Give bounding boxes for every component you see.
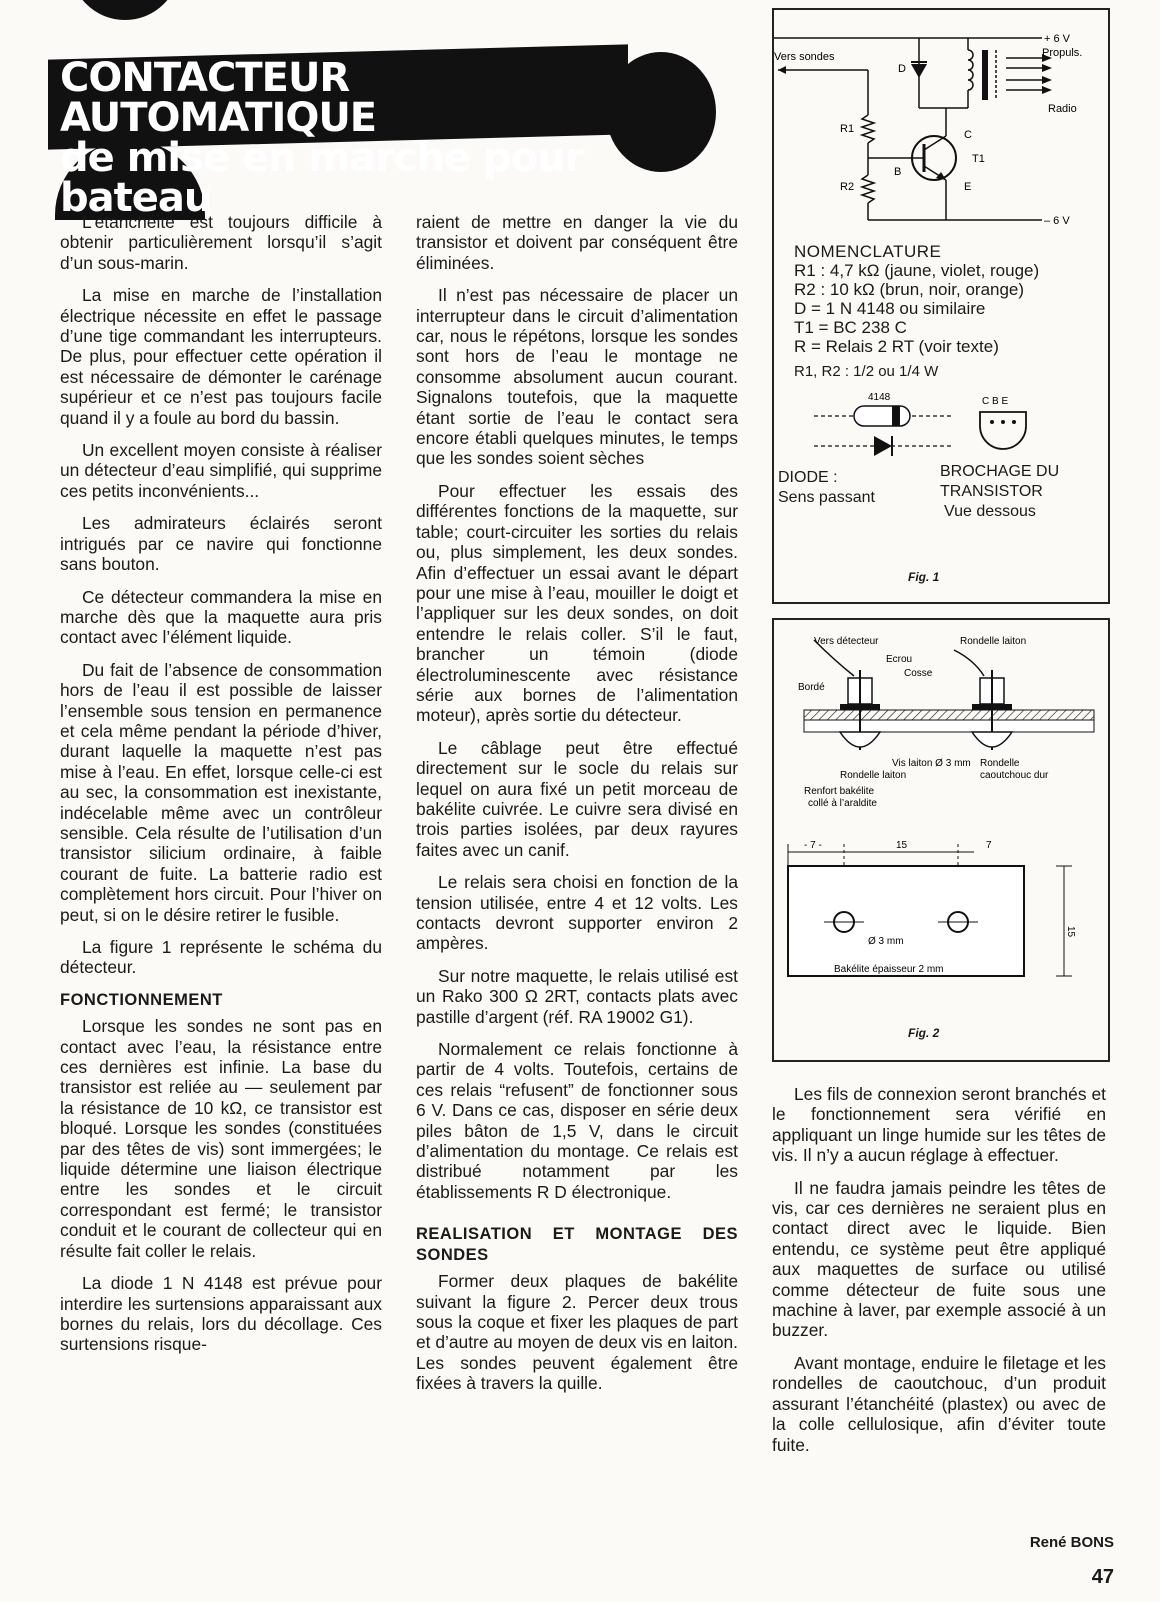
paragraph: Les fils de connexion seront branchés et le fonctionnement sera vérifié en appliquant un linge humide sur les têtes de vis. Il n’y a aucun réglage à effectuer.: [772, 1084, 1106, 1166]
dim-7b: 7: [986, 840, 992, 851]
title-line-1: CONTACTEUR AUTOMATIQUE: [60, 55, 377, 141]
label-diameter: Ø 3 mm: [868, 936, 904, 947]
diode-code: 4148: [868, 392, 891, 403]
nomenclature-item: R1 : 4,7 kΩ (jaune, violet, rouge): [794, 261, 1040, 280]
nomenclature-title: NOMENCLATURE: [794, 242, 942, 261]
paragraph: raient de mettre en danger la vie du transistor et doivent par conséquent être éliminées.: [416, 212, 738, 273]
paragraph: Avant montage, enduire le filetage et les rondelles de caoutchouc, d’un produit assurant l’étanchéité (plastex) ou avec de la colle cellulosique, afin d’éviter toute fuite.: [772, 1352, 1106, 1455]
label-rondelle-laiton-2: Rondelle laiton: [840, 770, 907, 781]
label-bakelite: Bakélite épaisseur 2 mm: [834, 964, 944, 975]
label-emitter: E: [964, 181, 972, 193]
label-borde: Bordé: [798, 682, 825, 693]
paragraph: La mise en marche de l’installation électrique nécessite en effet le passage d’une tige commandant les interrupteurs. De plus, pour effectuer cette opération il est nécessaire de démonter le carénage supérieur et ce n’est pas toujours facile quand il y a foule au bord du bassin.: [60, 285, 382, 428]
label-collector: C: [964, 129, 972, 141]
diode-label: [778, 468, 875, 508]
label-t1: T1: [972, 153, 985, 165]
column-2: [416, 212, 738, 1406]
paragraph: Lorsque les sondes ne sont pas en contact avec l’eau, la résistance entre ces dernières est infinie. La base du transistor est reliée au — seulement par la résistance de 10 kΩ, ce transistor est bloqué. Lorsque les sondes (constituées par des têtes de vis) sont immergées; le liquide détermine une liaison électrique entre les sondes et le circuit correspondant est fermé; le transistor conduit et le courant de collecteur qui en résulte fait coller le relais.: [60, 1016, 382, 1261]
paragraph: Du fait de l’absence de consommation hors de l’eau il est possible de laisser l’ensemble sous tension en permanence et cela même pendant la période d’hiver, durant laquelle la maquette n’est pas mise à l’eau. En effet, lorsque celle-ci est au sec, la consommation est inexistante, indécelable même avec un contrôleur sensible. Cela résulte de l’utilisation d’un transistor silicium ordinaire, à faible courant de fuite. La batterie radio est complètement hors circuit. Pour l’hiver on peut, si on le désire retirer le fusible.: [60, 659, 382, 925]
decor-blob-top: [70, 0, 180, 20]
label-radio: Radio: [1048, 103, 1077, 115]
paragraph: Normalement ce relais fonctionne à partir de 4 volts. Toutefois, certains de ces relais “refusent” de fonctionner sous 6 V. Dans ce cas, disposer en série deux piles bâton de 1,5 V, dans le circuit d’alimentation du montage. Ce relais est distribué notamment par les établissements R D électronique.: [416, 1039, 738, 1202]
label-rondelle-caoutchouc: Rondelle: [980, 758, 1020, 769]
dim-15v: 15: [1065, 926, 1076, 938]
label-r2: R2: [840, 181, 855, 193]
paragraph: Un excellent moyen consiste à réaliser un détecteur d’eau simplifié, qui supprime ces petits inconvénients...: [60, 440, 382, 501]
paragraph: Le câblage peut être effectué directement sur le socle du relais sur lequel on aura fixé un petit morceau de bakélite cuivrée. Le cuivre sera divisé en trois parties isolées, par deux rayures faites avec un canif.: [416, 737, 738, 860]
label-vers-sondes: Vers sondes: [774, 51, 835, 63]
label-vers-detecteur: Vers détecteur: [814, 636, 879, 647]
figure-2: [772, 618, 1110, 1062]
nomenclature-item: R2 : 10 kΩ (brun, noir, orange): [794, 280, 1025, 299]
label-rondelle-caoutchouc-2: caoutchouc dur: [980, 770, 1049, 781]
label-plus-6v: + 6 V: [1044, 33, 1070, 45]
circuit-diagram: [774, 10, 1108, 240]
power-rating: R1, R2 : 1/2 ou 1/4 W: [794, 363, 939, 380]
paragraph: Le relais sera choisi en fonction de la tension utilisée, entre 4 et 12 volts. Les contacts devront supporter environ 2 ampères.: [416, 872, 738, 954]
section-heading: FONCTIONNEMENT: [60, 990, 223, 1009]
paragraph: La figure 1 représente le schéma du détecteur.: [60, 937, 382, 978]
dim-15: 15: [896, 840, 908, 851]
label-propuls: Propuls.: [1042, 47, 1083, 59]
nomenclature: [794, 242, 1039, 381]
paragraph: Sur notre maquette, le relais utilisé est un Rako 300 Ω 2RT, contacts plats avec pastille d’argent (réf. RA 19002 G1).: [416, 965, 738, 1027]
paragraph: L’étanchéité est toujours difficile à obtenir particulièrement lorsqu’il s’agit d’un sous-marin.: [60, 212, 382, 273]
nomenclature-item: T1 = BC 238 C: [794, 318, 907, 337]
nomenclature-item: R = Relais 2 RT (voir texte): [794, 337, 999, 356]
diode-label-title: DIODE :: [778, 469, 838, 486]
figure-1-caption: Fig. 1: [908, 570, 940, 584]
label-diode: D: [898, 63, 906, 75]
probe-assembly-drawing: [774, 620, 1108, 810]
title-line-2: de mise en marche pour bateau: [60, 135, 584, 221]
brochage-label: [940, 462, 1059, 522]
page-number: 47: [1091, 1566, 1114, 1588]
paragraph: Pour effectuer les essais des différentes fonctions de la maquette, sur table; court-circuiter les sorties du relais ou, plus simplement, les deux sondes. Afin d’effectuer un essai avant le départ pour une mise à l’eau, mouiller le doigt et l’appliquer sur les deux sondes, on doit entendre le relais coller. S’il le faut, brancher un témoin (diode électroluminescente avec résistance série aux bornes de l’alimentation moteur), après sortie du détecteur.: [416, 480, 738, 726]
column-1: [60, 212, 382, 1367]
figure-1: [772, 8, 1110, 604]
label-minus-6v: – 6 V: [1044, 215, 1070, 227]
brochage-line-2: TRANSISTOR: [940, 483, 1043, 500]
paragraph: La diode 1 N 4148 est prévue pour interdire les surtensions apparaissant aux bornes du relais, lors du décollage. Ces surtensions risque-: [60, 1273, 382, 1355]
label-renfort: Renfort bakélite: [804, 786, 875, 797]
section-heading: REALISATION ET MONTAGE DES SONDES: [416, 1225, 738, 1264]
nomenclature-item: D = 1 N 4148 ou similaire: [794, 299, 986, 318]
label-renfort-2: collé à l’araldite: [808, 798, 877, 809]
label-rondelle-laiton: Rondelle laiton: [960, 636, 1027, 647]
label-r1: R1: [840, 123, 855, 135]
author-signature: René BONS: [1029, 1534, 1114, 1551]
label-base: B: [894, 166, 902, 178]
diode-pinout-drawing: [774, 390, 1108, 470]
column-3: [772, 1084, 1106, 1467]
brochage-line-1: BROCHAGE DU: [940, 463, 1060, 480]
label-vis-laiton: Vis laiton Ø 3 mm: [892, 758, 971, 769]
dim-7a: - 7 -: [804, 840, 822, 851]
figure-2-caption: Fig. 2: [908, 1026, 940, 1040]
diode-label-sub: Sens passant: [778, 489, 875, 506]
label-ecrou: Ecrou: [886, 654, 913, 665]
bakelite-plate-drawing: [774, 826, 1108, 1006]
page-title: [60, 55, 630, 221]
pinout-cbe: C B E: [982, 396, 1009, 407]
paragraph: Il ne faudra jamais peindre les têtes de vis, car ces dernières ne seraient plus en contact direct avec le liquide. Bien entendu, ce système peut être appliqué aux maquettes de surface ou utilisé comme détecteur de fuite sous une machine à laver, par exemple associé à un buzzer.: [772, 1177, 1106, 1341]
brochage-line-3: Vue dessous: [944, 503, 1036, 520]
paragraph: Ce détecteur commandera la mise en marche dès que la maquette aura pris contact avec l’élément liquide.: [60, 586, 382, 648]
label-cosse: Cosse: [904, 668, 933, 679]
paragraph: Former deux plaques de bakélite suivant la figure 2. Percer deux trous sous la coque et fixer les plaques de part et d’autre au moyen de deux vis en laiton. Les sondes peuvent également être fixées à travers la quille.: [416, 1271, 738, 1394]
paragraph: Les admirateurs éclairés seront intrigués par ce navire qui fonctionne sans bouton.: [60, 513, 382, 575]
paragraph: Il n’est pas nécessaire de placer un interrupteur dans le circuit d’alimentation car, nous le répétons, lorsque les sondes sont hors de l’eau le montage ne consomme absolument aucun courant. Signalons toutefois, que la maquette étant sortie de l’eau le contact sera encore établi quelques minutes, le temps que les sondes soient sèches: [416, 285, 738, 469]
